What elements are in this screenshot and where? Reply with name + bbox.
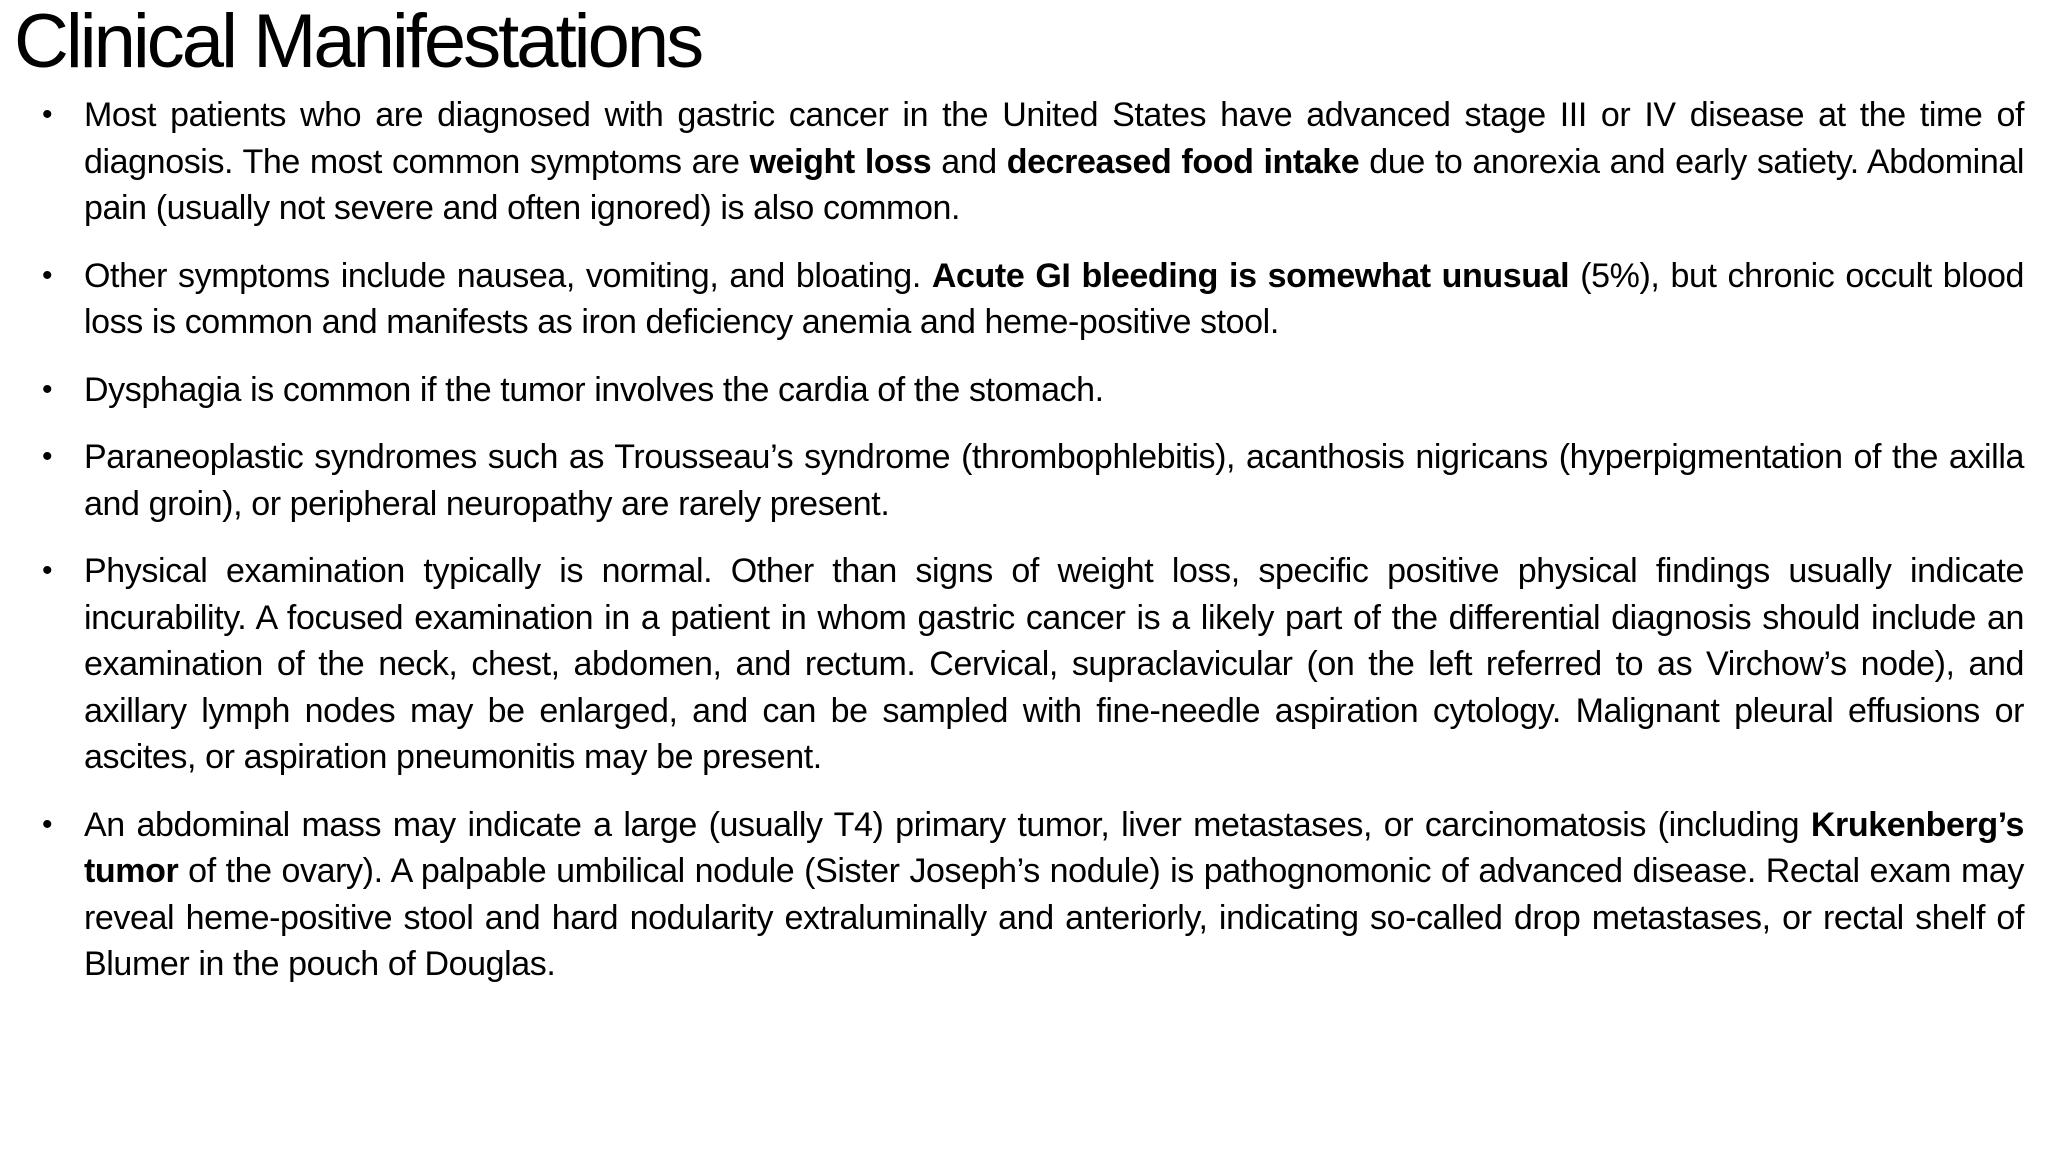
- bullet-text: [84, 96, 2024, 227]
- text-segment: due to anorexia and early satiety. Abdominal pain (usually not severe and often ignored) is also common.: [84, 142, 2024, 227]
- bullet-marker: •: [42, 554, 53, 587]
- text-segment: (5%), but chronic occult blood loss is common and manifests as iron deficiency anemia and heme-positive stool.: [84, 256, 2024, 341]
- bullet-text: [84, 806, 2024, 984]
- bullet-item: [38, 434, 2024, 527]
- bullet-text: [84, 552, 2024, 776]
- bold-text-segment: Acute GI bleeding is somewhat unusual: [931, 256, 1570, 295]
- bullet-marker: •: [42, 98, 53, 131]
- text-segment: of the ovary). A palpable umbilical nodule (Sister Joseph’s nodule) is pathognomonic of advanced disease. Rectal exam may reveal heme-positive stool and hard nodularity extraluminally and anteriorly, indicating so-called drop metastases, or rectal shelf of Blumer in the pouch of Douglas.: [84, 852, 2024, 983]
- text-segment: Most patients who are diagnosed with gastric cancer in the United States have advanced stage III or IV disease at the time of diagnosis. The most common symptoms are: [84, 96, 2024, 181]
- bullet-item: [38, 253, 2024, 346]
- bullet-item: [38, 92, 2024, 232]
- text-segment: and: [931, 142, 1007, 181]
- bullet-item: [38, 367, 2024, 414]
- bullet-text: [84, 371, 1104, 409]
- slide-title: Clinical Manifestations: [14, 0, 702, 84]
- bullet-text: [84, 257, 2024, 342]
- text-segment: Paraneoplastic syndromes such as Trousseau’s syndrome (thrombophlebitis), acanthosis nigricans (hyperpigmentation of the axilla and groin), or peripheral neuropathy are rarely present.: [84, 438, 2024, 523]
- bold-text-segment: Krukenberg’s tumor: [84, 805, 2024, 890]
- text-segment: Dysphagia is common if the tumor involves the cardia of the stomach.: [84, 370, 1104, 409]
- bullet-text: [84, 438, 2024, 523]
- text-segment: An abdominal mass may indicate a large (usually T4) primary tumor, liver metastases, or carcinomatosis (including: [84, 805, 1811, 844]
- bullet-marker: •: [42, 807, 53, 841]
- bullet-item: [38, 802, 2024, 988]
- text-segment: Physical examination typically is normal. Other than signs of weight loss, specific positive physical findings usually indicate incurability. A focused examination in a patient in whom gastric cancer is a likely part of the differential diagnosis should include an examination of the neck, chest, abdomen, and rectum. Cervical, supraclavicular (on the left referred to as Virchow’s node), and axillary lymph nodes may be enlarged, and can be sampled with fine-needle aspiration cytology. Malignant pleural effusions or ascites, or aspiration pneumonitis may be present.: [84, 552, 2024, 776]
- bullet-item: [38, 548, 2024, 781]
- bullet-marker: •: [42, 372, 53, 406]
- bullet-list: [38, 92, 2024, 1009]
- text-segment: Other symptoms include nausea, vomiting, and bloating.: [84, 256, 932, 295]
- bullet-marker: •: [42, 440, 53, 473]
- bold-text-segment: weight loss: [749, 142, 932, 181]
- bullet-marker: •: [42, 258, 53, 292]
- bold-text-segment: decreased food intake: [1006, 142, 1360, 181]
